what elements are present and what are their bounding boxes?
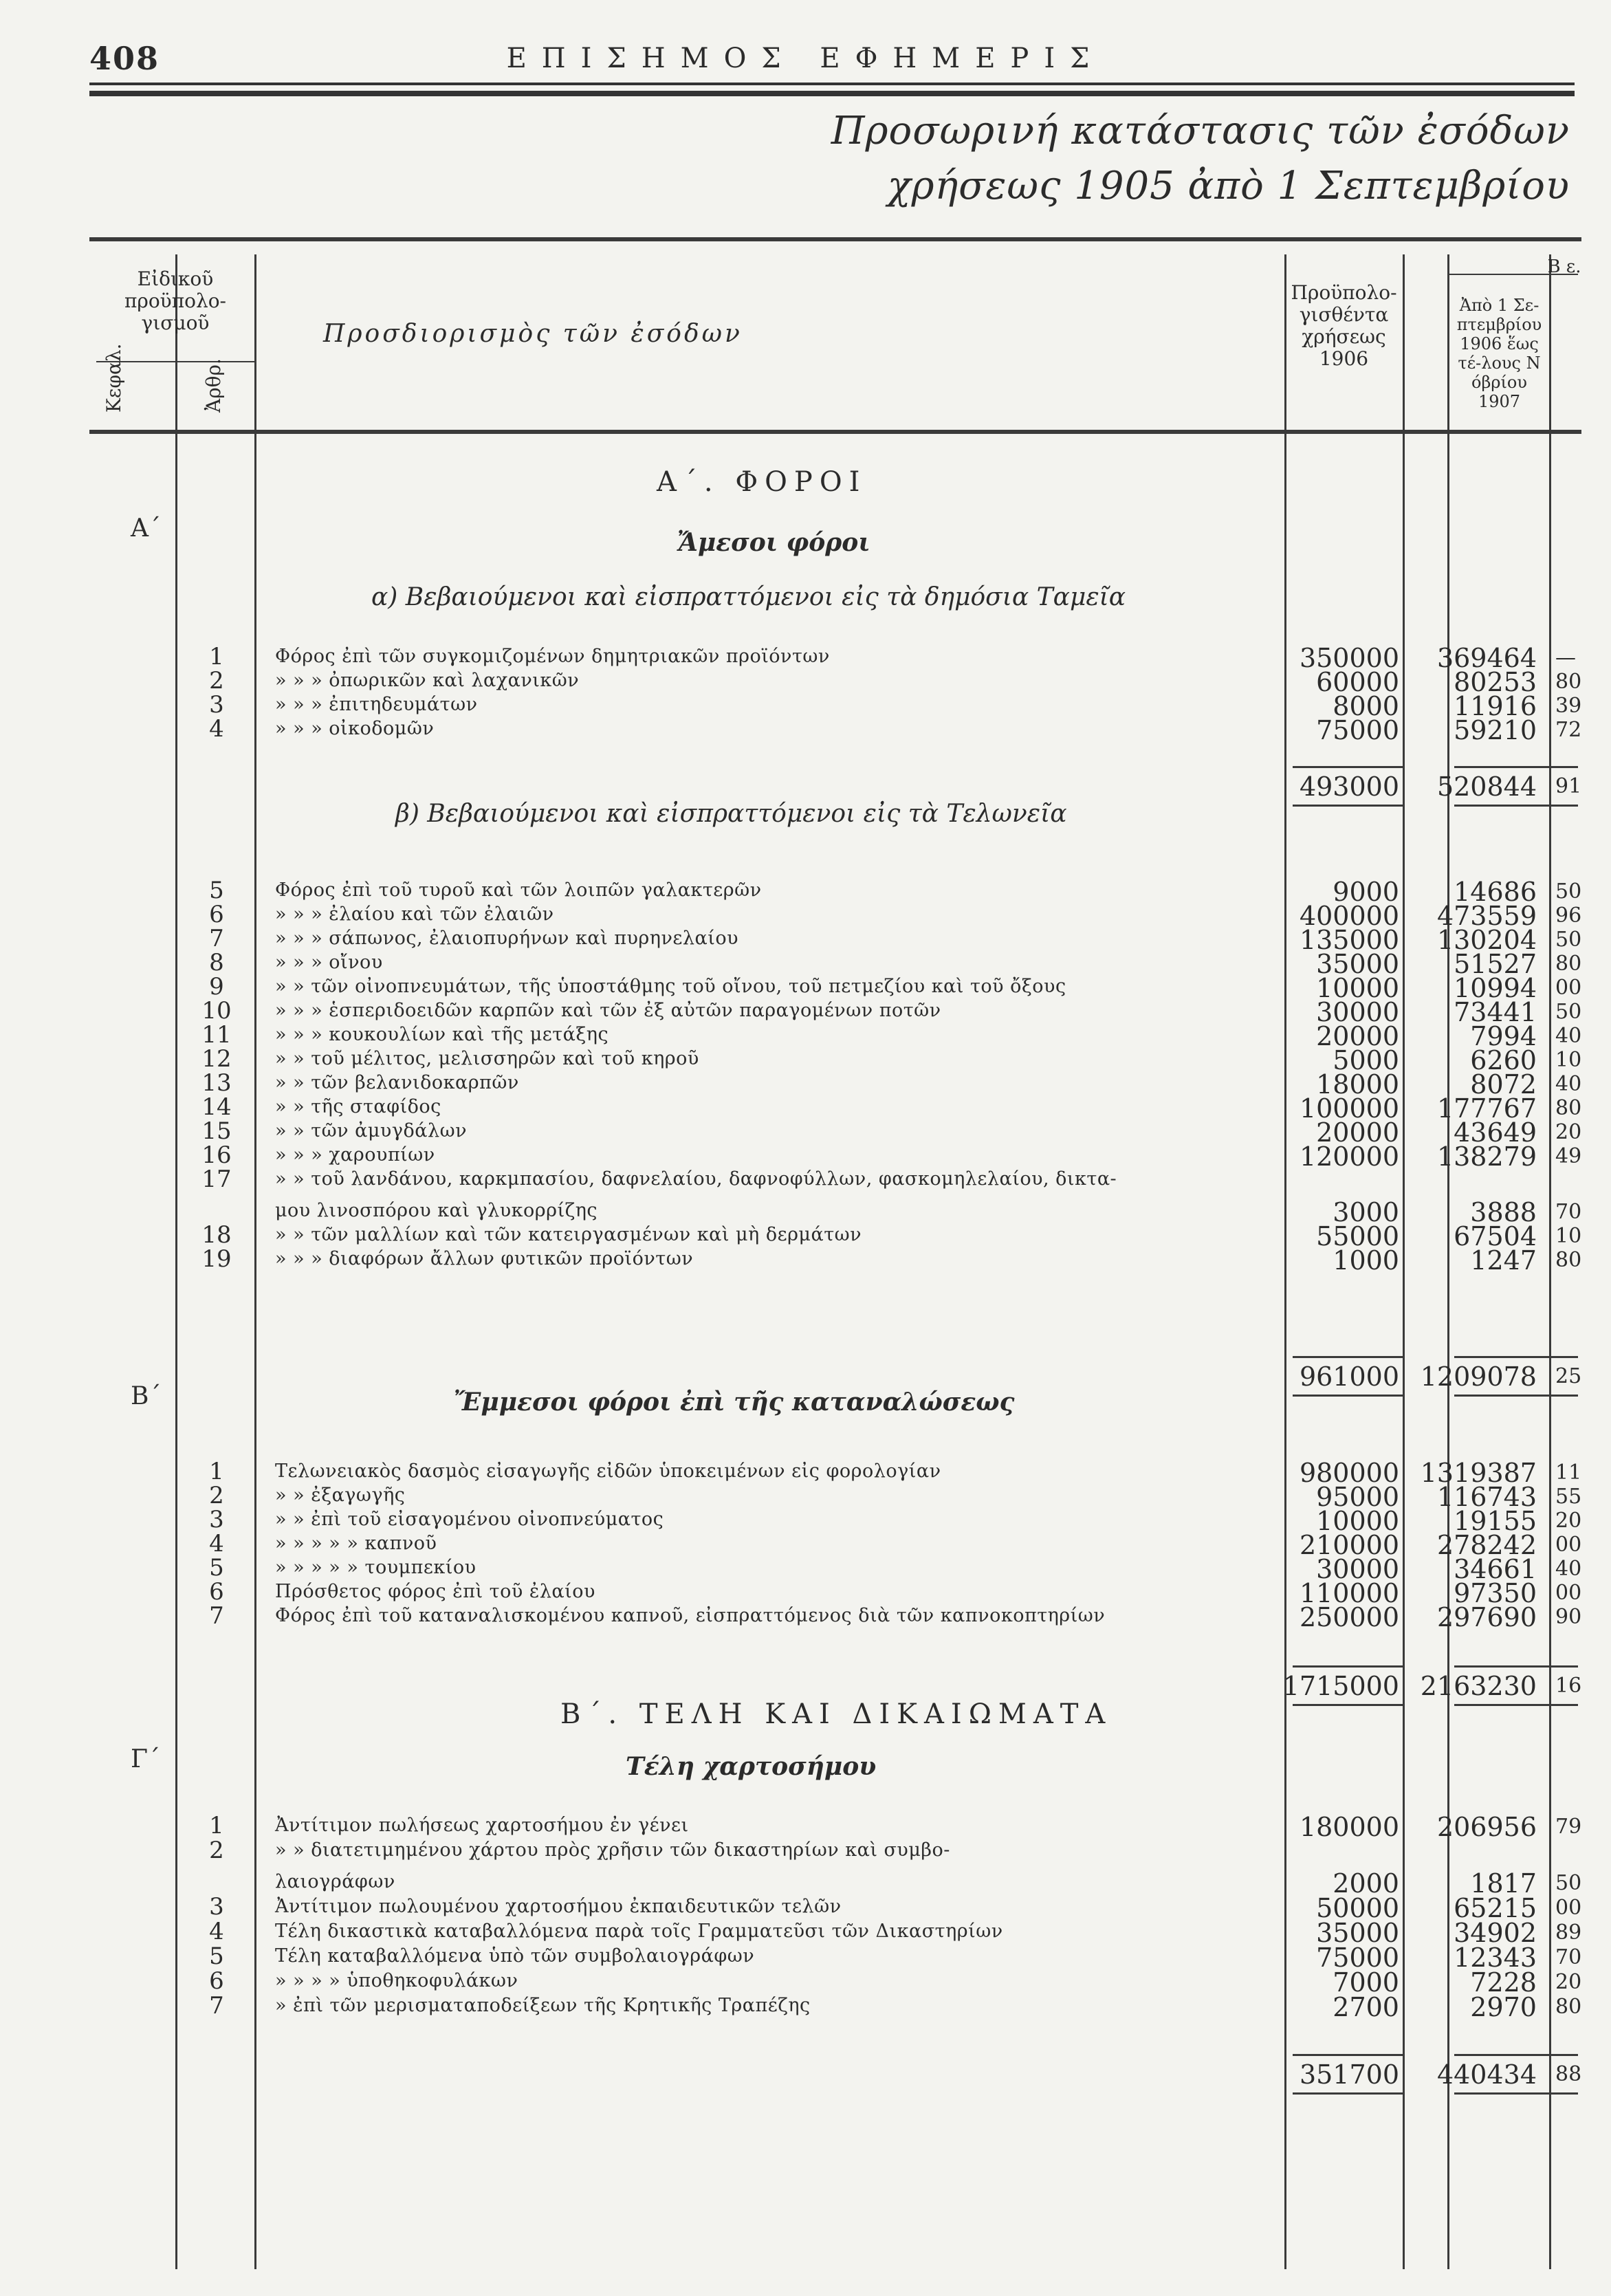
collected-cents: 40 xyxy=(1555,1024,1582,1048)
collected-cents: 80 xyxy=(1555,1248,1582,1272)
collected-cents: 80 xyxy=(1555,1096,1582,1120)
budgeted-value: 8000 xyxy=(1333,691,1399,721)
subtotal-rule xyxy=(1293,2054,1403,2056)
article-number: 4 xyxy=(209,1530,224,1557)
collected-value: 1247 xyxy=(1470,1245,1537,1276)
budgeted-value: 1000 xyxy=(1333,1245,1399,1276)
budgeted-value: 3000 xyxy=(1333,1197,1399,1227)
row-description: » » » ὀπωρικῶν καὶ λαχανικῶν xyxy=(275,670,580,691)
row-description: Ἀντίτιμον πωλουμένου χαρτοσήμου ἐκπαιδευτικῶν τελῶν xyxy=(275,1896,842,1917)
col-header-description: Προσδιορισμὸς τῶν ἐσόδων xyxy=(323,320,743,348)
collected-cents: — xyxy=(1555,646,1576,670)
budgeted-value: 20000 xyxy=(1316,1117,1399,1148)
row-description: Φόρος ἐπὶ τοῦ τυροῦ καὶ τῶν λοιπῶν γαλακτερῶν xyxy=(275,879,762,901)
column-divider xyxy=(1549,254,1551,2269)
collected-cents: 39 xyxy=(1555,694,1582,718)
collected-value: 6260 xyxy=(1470,1045,1537,1075)
collected-cents: 55 xyxy=(1555,1485,1582,1509)
row-description: Φόρος ἐπὶ τῶν συγκομιζομένων δημητριακῶν προϊόντων xyxy=(275,646,830,667)
budgeted-value: 9000 xyxy=(1333,877,1399,907)
collected-cents: 50 xyxy=(1555,1871,1582,1895)
subsection-b-heading: β) Βεβαιούμενοι καὶ εἰσπραττόμενοι εἰς τὰ Τελωνεῖα xyxy=(395,800,1067,828)
collected-value: 73441 xyxy=(1454,997,1537,1027)
budgeted-value: 20000 xyxy=(1316,1021,1399,1051)
subtotal-rule xyxy=(1293,805,1403,807)
budgeted-value: 30000 xyxy=(1316,997,1399,1027)
document-title: Προσωρινή κατάστασις τῶν ἐσόδων xyxy=(831,109,1570,153)
collected-value: 130204 xyxy=(1436,925,1537,955)
col-header-article: Ἀρθρ. xyxy=(202,358,225,413)
subsection-a-heading: α) Βεβαιούμενοι καὶ εἰσπραττόμενοι εἰς τὰ δημόσια Ταμεῖα xyxy=(371,583,1126,611)
row-description: » » » ἑσπεριδοειδῶν καρπῶν καὶ τῶν ἐξ αὐτῶν παραγομένων ποτῶν xyxy=(275,1000,941,1021)
subtotal-rule xyxy=(1454,766,1578,768)
collected-value: 34902 xyxy=(1454,1918,1537,1948)
article-number: 12 xyxy=(201,1045,232,1073)
collected-cents: 50 xyxy=(1555,879,1582,904)
article-number: 3 xyxy=(209,1506,224,1533)
subtotal-collected: 520844 xyxy=(1436,772,1537,802)
collected-cents: 00 xyxy=(1555,1533,1582,1557)
collected-cents: 11 xyxy=(1555,1461,1582,1485)
article-number: 9 xyxy=(209,973,224,1001)
column-divider xyxy=(254,254,256,2269)
article-number: 18 xyxy=(201,1221,232,1249)
budgeted-value: 120000 xyxy=(1299,1141,1399,1172)
header-rule-thick xyxy=(89,91,1575,96)
subtotal-rule xyxy=(1293,2092,1403,2095)
collected-cents: 49 xyxy=(1555,1144,1582,1168)
subtotal-rule xyxy=(1293,1704,1403,1706)
column-divider xyxy=(175,254,177,2269)
article-number: 3 xyxy=(209,691,224,719)
table-top-rule xyxy=(89,237,1581,241)
row-description: Τέλη δικαστικὰ καταβαλλόμενα παρὰ τοῖς Γραμματεῦσι τῶν Δικαστηρίων xyxy=(275,1921,1003,1942)
collected-value: 14686 xyxy=(1454,877,1537,907)
budgeted-value: 35000 xyxy=(1316,1918,1399,1948)
budgeted-value: 35000 xyxy=(1316,949,1399,979)
subtotal-rule xyxy=(1454,1704,1578,1706)
subtotal-rule xyxy=(1293,1395,1403,1397)
article-number: 2 xyxy=(209,667,224,695)
col-header-budget-group: Εἰδικοῦ προϋπολο-γισμοῦ xyxy=(124,267,227,334)
subtotal-cents: 16 xyxy=(1555,1674,1582,1698)
row-description: » » » διαφόρων ἄλλων φυτικῶν προϊόντων xyxy=(275,1248,694,1269)
collected-value: 2970 xyxy=(1470,1992,1537,2022)
article-number: 7 xyxy=(209,1602,224,1630)
budgeted-value: 75000 xyxy=(1316,1943,1399,1973)
article-number: 11 xyxy=(201,1021,232,1049)
subtotal-rule xyxy=(1293,766,1403,768)
row-description: » » τῶν μαλλίων καὶ τῶν κατειργασμένων καὶ μὴ δερμάτων xyxy=(275,1224,862,1245)
row-description: » » ἐπὶ τοῦ εἰσαγομένου οἰνοπνεύματος xyxy=(275,1509,664,1530)
budgeted-value: 95000 xyxy=(1316,1482,1399,1512)
budgeted-value: 18000 xyxy=(1316,1069,1399,1100)
article-number: 7 xyxy=(209,925,224,952)
collected-value: 8072 xyxy=(1470,1069,1537,1100)
collected-cents: 72 xyxy=(1555,718,1582,742)
collected-cents: 80 xyxy=(1555,1995,1582,2019)
article-number: 5 xyxy=(209,1554,224,1582)
budgeted-value: 2700 xyxy=(1333,1992,1399,2022)
collected-value: 51527 xyxy=(1454,949,1537,979)
budgeted-value: 980000 xyxy=(1299,1458,1399,1488)
collected-value: 11916 xyxy=(1454,691,1537,721)
row-description-cont: μου λινοσπόρου καὶ γλυκορρίζης xyxy=(275,1200,598,1221)
collected-value: 473559 xyxy=(1436,901,1537,931)
budgeted-value: 350000 xyxy=(1299,643,1399,673)
budgeted-value: 75000 xyxy=(1316,715,1399,745)
article-number: 10 xyxy=(201,997,232,1025)
article-number: 1 xyxy=(209,1812,224,1839)
collected-value: 10994 xyxy=(1454,973,1537,1003)
budgeted-value: 10000 xyxy=(1316,973,1399,1003)
collected-cents: 50 xyxy=(1555,1000,1582,1024)
collected-cents: 20 xyxy=(1555,1970,1582,1994)
collected-value: 1319387 xyxy=(1420,1458,1537,1488)
budgeted-value: 400000 xyxy=(1299,901,1399,931)
gazette-title: ΕΠΙΣΗΜΟΣ ΕΦΗΜΕΡΙΣ xyxy=(506,43,1105,74)
row-description: Τέλη καταβαλλόμενα ὑπὸ τῶν συμβολαιογράφων xyxy=(275,1945,755,1967)
row-description: » » » » » τουμπεκίου xyxy=(275,1557,476,1578)
row-description: Τελωνειακὸς δασμὸς εἰσαγωγῆς εἰδῶν ὑποκειμένων εἰς φορολογίαν xyxy=(275,1461,941,1482)
stamp-fees-heading: Τέλη χαρτοσήμου xyxy=(626,1752,877,1781)
article-number: 2 xyxy=(209,1837,224,1864)
row-description: » » διατετιμημένου χάρτου πρὸς χρῆσιν τῶν δικαστηρίων καὶ συμβο- xyxy=(275,1839,950,1861)
col-header-chapter: Κεφαλ. xyxy=(102,343,125,413)
article-number: 1 xyxy=(209,643,224,670)
subtotal-cents: 88 xyxy=(1555,2062,1582,2086)
collected-value: 59210 xyxy=(1454,715,1537,745)
collected-value: 80253 xyxy=(1454,667,1537,697)
article-number: 4 xyxy=(209,715,224,743)
row-description: » » » οἴνου xyxy=(275,952,383,973)
subtotal-cents: 91 xyxy=(1555,774,1582,798)
budgeted-value: 180000 xyxy=(1299,1812,1399,1842)
collected-cents: 89 xyxy=(1555,1921,1582,1945)
collected-value: 7228 xyxy=(1470,1967,1537,1998)
collected-cents: 50 xyxy=(1555,928,1582,952)
collected-value: 12343 xyxy=(1454,1943,1537,1973)
budgeted-value: 7000 xyxy=(1333,1967,1399,1998)
col-header-budgeted: Προϋπολο-γισθέντα χρήσεως 1906 xyxy=(1291,281,1397,370)
collected-value: 65215 xyxy=(1454,1893,1537,1923)
subtotal-rule xyxy=(1454,2092,1578,2095)
row-description: » ἐπὶ τῶν μερισματαποδείξεων τῆς Κρητικῆς Τραπέζης xyxy=(275,1995,811,2016)
subtotal-collected: 440434 xyxy=(1436,2059,1537,2090)
budgeted-value: 100000 xyxy=(1299,1093,1399,1124)
collected-cents: 40 xyxy=(1555,1072,1582,1096)
header-rule xyxy=(89,83,1575,85)
document-subtitle: χρήσεως 1905 ἀπὸ 1 Σεπτεμβρίου xyxy=(887,164,1570,208)
row-description: » » » σάπωνος, ἐλαιοπυρήνων καὶ πυρηνελαίου xyxy=(275,928,738,949)
budgeted-value: 30000 xyxy=(1316,1554,1399,1584)
row-description: Ἀντίτιμον πωλήσεως χαρτοσήμου ἐν γένει xyxy=(275,1815,689,1836)
direct-taxes-heading: Ἄμεσοι φόροι xyxy=(677,528,870,557)
collected-cents: 00 xyxy=(1555,1896,1582,1920)
article-number: 16 xyxy=(201,1141,232,1169)
collected-value: 278242 xyxy=(1436,1530,1537,1560)
collected-cents: 70 xyxy=(1555,1200,1582,1224)
subtotal-rule xyxy=(1454,1356,1578,1358)
collected-cents: 10 xyxy=(1555,1224,1582,1248)
page-number: 408 xyxy=(89,40,160,77)
article-number: 17 xyxy=(201,1166,232,1193)
subtotal-cents: 25 xyxy=(1555,1364,1582,1388)
collected-value: 297690 xyxy=(1436,1602,1537,1632)
row-description: » » τῶν οἰνοπνευμάτων, τῆς ὑποστάθμης τοῦ οἴνου, τοῦ πετμεζίου καὶ τοῦ ὄξους xyxy=(275,976,1066,997)
subtotal-collected: 2163230 xyxy=(1420,1671,1537,1701)
article-number: 14 xyxy=(201,1093,232,1121)
article-number: 6 xyxy=(209,1967,224,1995)
budgeted-value: 210000 xyxy=(1299,1530,1399,1560)
row-description: » » ἐξαγωγῆς xyxy=(275,1485,406,1506)
budgeted-value: 135000 xyxy=(1299,925,1399,955)
row-description: » » » » » καπνοῦ xyxy=(275,1533,437,1554)
article-number: 4 xyxy=(209,1918,224,1945)
collected-value: 34661 xyxy=(1454,1554,1537,1584)
row-description: » » » » ὑποθηκοφυλάκων xyxy=(275,1970,518,1991)
collected-value: 67504 xyxy=(1454,1221,1537,1251)
collected-value: 19155 xyxy=(1454,1506,1537,1536)
row-description: » » » ἐλαίου καὶ τῶν ἐλαιῶν xyxy=(275,904,554,925)
section-fees-title: Β΄. ΤΕΛΗ ΚΑΙ ΔΙΚΑΙΩΜΑΤΑ xyxy=(560,1698,1113,1730)
budgeted-value: 10000 xyxy=(1316,1506,1399,1536)
subtotal-budgeted: 961000 xyxy=(1299,1362,1399,1392)
collected-value: 97350 xyxy=(1454,1578,1537,1608)
article-number: 7 xyxy=(209,1992,224,2020)
budgeted-value: 2000 xyxy=(1333,1868,1399,1899)
collected-cents: 80 xyxy=(1555,670,1582,694)
row-description: » » » κουκουλίων καὶ τῆς μετάξης xyxy=(275,1024,609,1045)
row-description: » » » οἰκοδομῶν xyxy=(275,718,435,739)
collected-cents: 90 xyxy=(1555,1605,1582,1629)
subtotal-rule xyxy=(1293,1665,1403,1668)
row-description: » » » ἐπιτηδευμάτων xyxy=(275,694,478,715)
chapter-a-label: Α΄ xyxy=(131,514,161,543)
indirect-taxes-heading: Ἔμμεσοι φόροι ἐπὶ τῆς καταναλώσεως xyxy=(454,1388,1015,1417)
collected-cents: 00 xyxy=(1555,976,1582,1000)
collected-cents: 40 xyxy=(1555,1557,1582,1581)
article-number: 8 xyxy=(209,949,224,976)
collected-cents: 80 xyxy=(1555,952,1582,976)
row-description: » » τῶν βελανιδοκαρπῶν xyxy=(275,1072,519,1093)
article-number: 13 xyxy=(201,1069,232,1097)
subtotal-rule xyxy=(1454,1665,1578,1668)
article-number: 5 xyxy=(209,877,224,904)
article-number: 5 xyxy=(209,1943,224,1970)
collected-value: 3888 xyxy=(1470,1197,1537,1227)
collected-value: 7994 xyxy=(1470,1021,1537,1051)
col-header-b: Β ε. xyxy=(1547,256,1581,277)
budgeted-value: 5000 xyxy=(1333,1045,1399,1075)
budgeted-value: 110000 xyxy=(1299,1578,1399,1608)
row-description: » » τῶν ἀμυγδάλων xyxy=(275,1120,468,1141)
collected-cents: 20 xyxy=(1555,1509,1582,1533)
article-number: 6 xyxy=(209,1578,224,1606)
chapter-b-label: Β΄ xyxy=(131,1382,162,1410)
collected-cents: 20 xyxy=(1555,1120,1582,1144)
collected-value: 116743 xyxy=(1436,1482,1537,1512)
article-number: 2 xyxy=(209,1482,224,1509)
collected-cents: 79 xyxy=(1555,1815,1582,1839)
budgeted-value: 250000 xyxy=(1299,1602,1399,1632)
article-number: 15 xyxy=(201,1117,232,1145)
subtotal-rule xyxy=(1454,805,1578,807)
row-description: » » » χαρουπίων xyxy=(275,1144,435,1166)
row-description: » » τοῦ λανδάνου, καρκμπασίου, δαφνελαίου, δαφνοφύλλων, φασκομηλελαίου, δικτα- xyxy=(275,1168,1117,1190)
chapter-g-label: Γ΄ xyxy=(131,1745,160,1773)
section-taxes-title: Α΄. ΦΟΡΟΙ xyxy=(657,466,867,498)
collected-value: 1817 xyxy=(1470,1868,1537,1899)
row-description: » » τοῦ μέλιτος, μελισσηρῶν καὶ τοῦ κηροῦ xyxy=(275,1048,699,1069)
collected-value: 206956 xyxy=(1436,1812,1537,1842)
row-description: Φόρος ἐπὶ τοῦ καταναλισκομένου καπνοῦ, εἰσπραττόμενος διὰ τῶν καπνοκοπτηρίων xyxy=(275,1605,1106,1626)
subtotal-rule xyxy=(1454,2054,1578,2056)
subtotal-budgeted: 351700 xyxy=(1299,2059,1399,2090)
article-number: 6 xyxy=(209,901,224,928)
subtotal-budgeted: 1715000 xyxy=(1282,1671,1399,1701)
row-description: Πρόσθετος φόρος ἐπὶ τοῦ ἐλαίου xyxy=(275,1581,595,1602)
collected-value: 369464 xyxy=(1436,643,1537,673)
subtotal-rule xyxy=(1293,1356,1403,1358)
budgeted-value: 55000 xyxy=(1316,1221,1399,1251)
collected-value: 43649 xyxy=(1454,1117,1537,1148)
article-number: 19 xyxy=(201,1245,232,1273)
subtotal-collected: 1209078 xyxy=(1420,1362,1537,1392)
article-number: 1 xyxy=(209,1458,224,1485)
col-header-collected: Ἀπὸ 1 Σε-πτεμβρίου 1906 ἕως τέ-λους Ν όβρίου 1907 xyxy=(1456,296,1542,411)
collected-cents: 96 xyxy=(1555,904,1582,928)
collected-cents: 00 xyxy=(1555,1581,1582,1605)
subtotal-budgeted: 493000 xyxy=(1299,772,1399,802)
collected-value: 138279 xyxy=(1436,1141,1537,1172)
article-number: 3 xyxy=(209,1893,224,1921)
row-description-cont: λαιογράφων xyxy=(275,1871,395,1892)
subtotal-rule xyxy=(1454,1395,1578,1397)
collected-cents: 70 xyxy=(1555,1945,1582,1969)
row-description: » » τῆς σταφίδος xyxy=(275,1096,441,1117)
collected-value: 177767 xyxy=(1436,1093,1537,1124)
budgeted-value: 50000 xyxy=(1316,1893,1399,1923)
collected-cents: 10 xyxy=(1555,1048,1582,1072)
budgeted-value: 60000 xyxy=(1316,667,1399,697)
table-header-rule xyxy=(89,430,1581,434)
